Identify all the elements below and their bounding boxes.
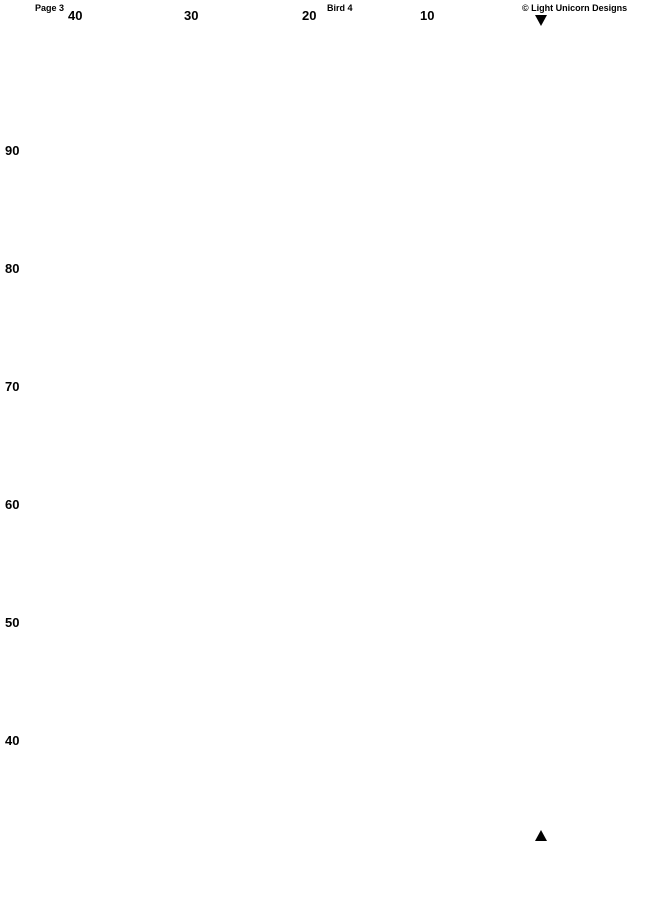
center-column-bottom-arrow-icon (535, 830, 547, 841)
page-map-thumbnail (24, 860, 85, 906)
copyright-text: © Light Unicorn Designs (522, 3, 628, 13)
column-number-40: 40 (68, 8, 83, 23)
column-number-30: 30 (184, 8, 199, 23)
row-number-60: 60 (5, 497, 20, 512)
chart-title: Bird 4 (327, 3, 353, 13)
cross-stitch-chart-grid (24, 24, 648, 827)
row-number-80: 80 (5, 261, 20, 276)
column-number-10: 10 (420, 8, 435, 23)
row-number-40: 40 (5, 733, 20, 748)
page-label: Page 3 (35, 3, 65, 13)
column-number-20: 20 (302, 8, 317, 23)
row-number-90: 90 (5, 143, 20, 158)
row-number-70: 70 (5, 379, 20, 394)
row-number-50: 50 (5, 615, 20, 630)
